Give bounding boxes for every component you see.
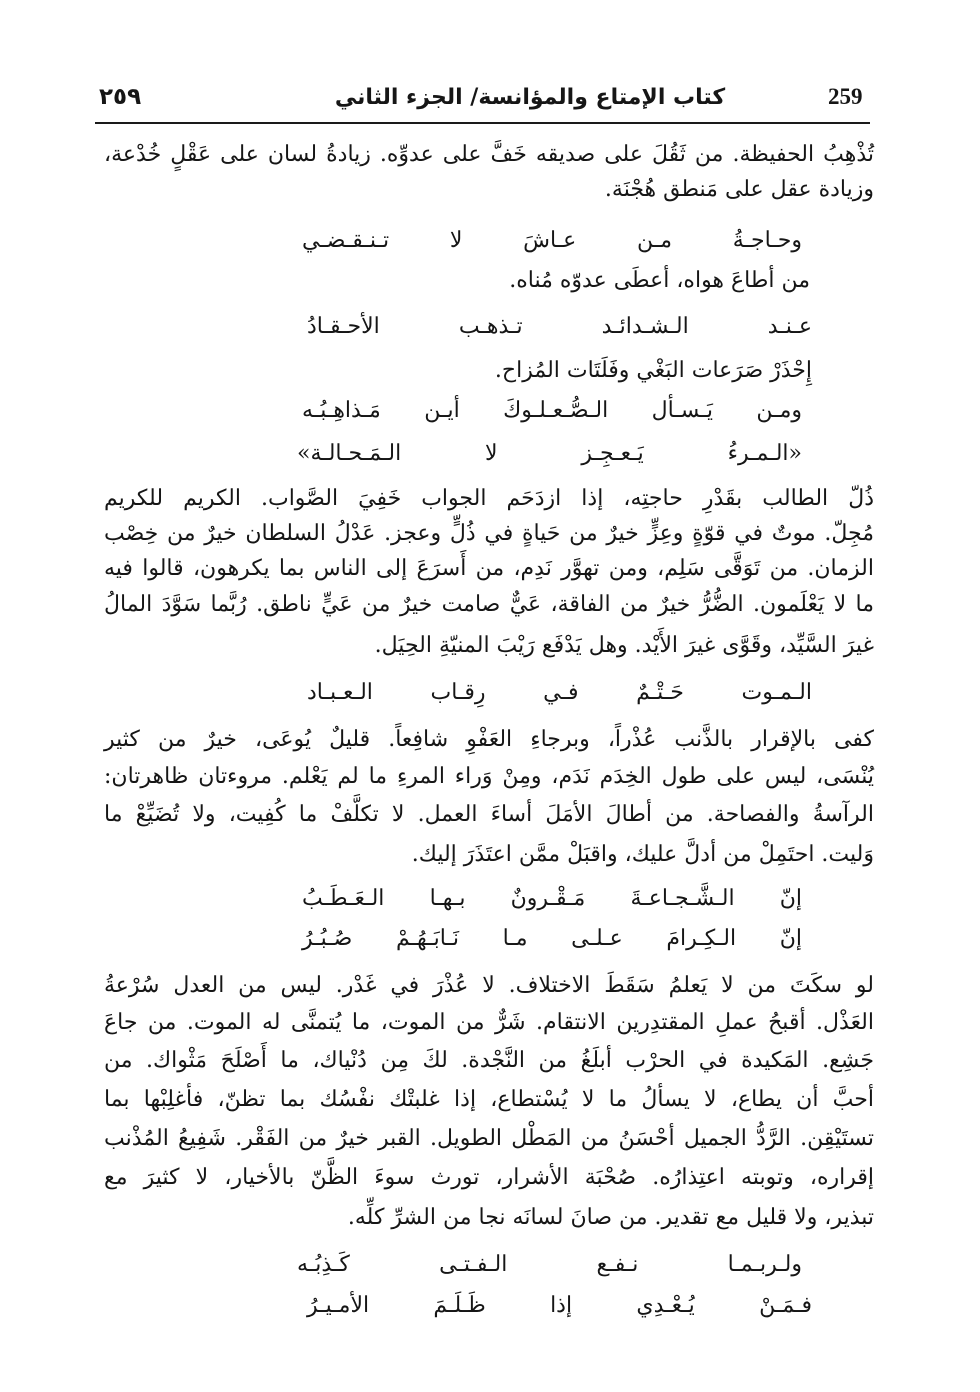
- verse-line: عـنـد الـشـدائـد تـذهـب الأحـقـادُ: [307, 314, 812, 339]
- verse-line: ومـن يَـسـأل الـصُّـعـلـوكَ أيـن مَـذاهِـبُـه: [302, 398, 802, 423]
- saying-line: إِحْذَرْ صَرَعات البَغْي وفَلَتَات المُزاح.: [494, 358, 812, 383]
- body-line: غيرَ السَّيِّد، وقَوَّى غيرَ الأَيْد. وهل يَدْفَع رَيْبَ المنيّةِ الحِيَل.: [374, 633, 874, 658]
- saying-line: من أطاعَ هواه، أعطَى عدوّه مُناه.: [509, 268, 810, 293]
- body-line: تُذْهِبُ الحفيظة. من ثَقُلَ على صديقه خَفَّ على عدوِّه. زيادةُ لسان على عَقْلٍ خُدْعة،: [104, 142, 874, 167]
- page-number-latin: 259: [828, 84, 863, 109]
- header-rule: [95, 122, 870, 124]
- verse-line: فـمَـنْ يُـعْـدِي إذا ظَـلَـمَ الأمـيـرُ: [307, 1293, 812, 1318]
- body-line: الرآسةُ والفصاحة. من أطالَ الأمَلَ أساءَ العمل. لا تكلَّفْ ما كُفِيت، ولا تُضَيِّعْ ما: [104, 802, 874, 827]
- body-line: لو سكَتَ من لا يَعلمُ سَقَطَ الاختلاف. لا عُذْرَ في غَدْر. ليس من العدل سُرْعةُ: [104, 973, 874, 998]
- body-line: ذُلّ الطالب بقَدْرِ حاجتِه، إذا ازدَحَم الجواب خَفِيَ الصَّواب. الكريم للكريم: [104, 486, 874, 511]
- verse-line: ولـربـمـا نـفـع الـفـتـى كَـذِبُـه: [297, 1252, 802, 1277]
- running-title: كتاب الإمتاع والمؤانسة/ الجزء الثاني: [334, 85, 726, 110]
- body-line: جَشِع. المَكيدة في الحرْب أبلَغُ من النَّجْدة. لكَ مِن دُنْياك، ما أَصْلَحَ مَثْواك. من: [104, 1048, 874, 1073]
- page-header: [95, 78, 870, 120]
- page-number-arabic: ٢٥٩: [99, 84, 142, 110]
- body-line: أحبَّ أن يطاع، لا يسألُ ما لا يُسْتطاع، إذا غلبتْك نفْسُك بما تظنّ، فأغلِبْها بما: [104, 1087, 874, 1112]
- body-line: وزيادة عقل على مَنطق هُجْنَة.: [604, 177, 874, 202]
- body-line: تبذير، ولا قليل مع تقدير. من صانَ لسانَه نجا من الشرِّ كلِّه.: [347, 1205, 874, 1230]
- verse-line: إنّ الـكِـرامَ عـلـى مـا نَـابَـهُـمْ صُـبُـرُ: [302, 926, 802, 951]
- verse-line: «الـمـرءُ يَـعـجِـز لا الـمَـحـالـة»: [297, 441, 802, 466]
- body-line: إقراره، وتوبته اعتِذارُه. صُحْبَة الأشرار، تورث سوءَ الظَّنّ بالأخيار، لا كثيرَ مع: [104, 1165, 874, 1190]
- body-line: ما لا يَعْلَمون. الضُّرُّ خيرٌ من الفاقة، عَيٌّ صامت خيرٌ من عَيٍّ ناطق. رُبَّما سَوَّدَ المالُ: [104, 592, 874, 617]
- body-line: الزمان. من تَوَقَّى سَلِم، ومن تهوَّر نَدِم، من أَسرَعَ إلى الناس بما يكرهون، قالوا فيه: [104, 556, 874, 581]
- verse-line: الـمـوت حَـتْـمٌ فـي رِقـاب الـعـبـاد: [307, 680, 812, 705]
- body-line: العَذْل. أقبحُ عملِ المقتدِرين الانتقام. شَرٌّ من الموت، ما يُتمنَّى له الموت. من جاعَ: [104, 1010, 874, 1035]
- verse-line: وحـاجـةُ مـن عـاشَ لا تـنـقـضـي: [302, 228, 802, 253]
- body-line: تستَيْقِن. الرَّدُّ الجميل أحْسَنُ من المَطْل الطويل. القبر خيرٌ من الفَقْر. شَفِيعُ المُذْنب: [104, 1126, 874, 1151]
- body-line: يُنْسَى، ليس على طول الخِدَم نَدَم، ومِنْ وَراء المرءِ ما لم يَعْلم. مروءتان ظاهرتان:: [104, 764, 874, 789]
- body-line: وَليت. احتَمِلْ من أدلَّ عليك، واقبَلْ ممَّن اعتَذَرَ إليك.: [411, 842, 874, 867]
- body-line: مُجِلّ. موتٌ في قوّةٍ وعِزٍّ خيرٌ من حَياةٍ في ذُلٍّ وعجز. عَدْلُ السلطان خيرٌ من خِصْب: [104, 521, 874, 546]
- verse-line: إنّ الـشَّـجـاعـةَ مَـقْـرونٌ بـهـا الـعَـطَـبُ: [302, 886, 802, 911]
- body-line: كفى بالإقرار بالذَّنب عُذْراً، وبرجاءِ العَفْوِ شافِعاً. قليلٌ يُوعَى، خيرٌ من كثير: [104, 727, 874, 752]
